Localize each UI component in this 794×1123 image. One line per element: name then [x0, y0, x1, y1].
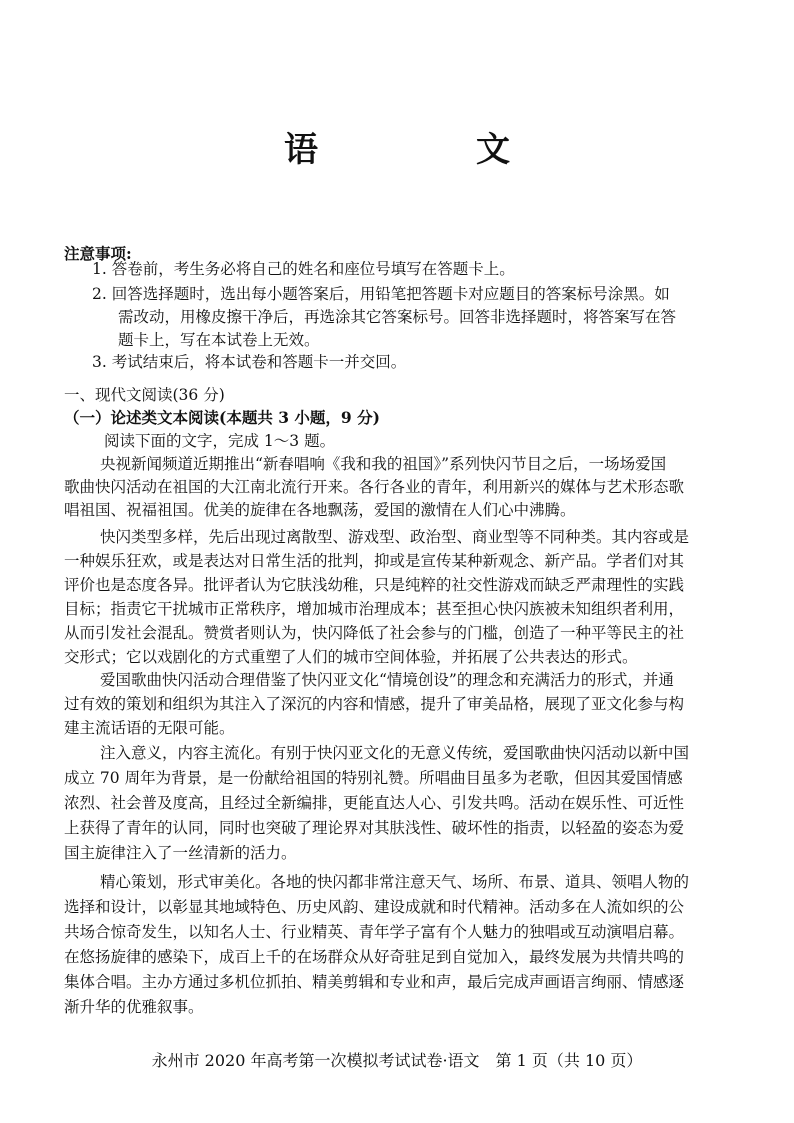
section-instruction: 阅读下面的文字，完成 1～3 题。 — [104, 432, 336, 450]
passage-line: 注入意义，内容主流化。有别于快闪亚文化的无意义传统，爱国歌曲快闪活动以新中国 — [100, 744, 690, 762]
notice-item: 3. 考试结束后，将本试卷和答题卡一并交回。 — [92, 353, 407, 371]
passage-line: 爱国歌曲快闪活动合理借鉴了快闪亚文化“情境创设”的理念和充满活力的形式，并通 — [100, 671, 674, 689]
passage-line: 共场合惊奇发生，以知名人士、行业精英、青年学子富有个人魅力的独唱或互动演唱启幕。 — [64, 923, 685, 941]
passage-line: 央视新闻频道近期推出“新春唱响《我和我的祖国》”系列快闪节目之后，一场场爱国 — [100, 455, 667, 473]
passage-line: 从而引发社会混乱。赞赏者则认为，快闪降低了社会参与的门槛，创造了一种平等民主的社 — [64, 624, 685, 642]
passage-line: 精心策划，形式审美化。各地的快闪都非常注意天气、场所、布景、道具、领唱人物的 — [100, 873, 690, 891]
page-footer: 永州市 2020 年高考第一次模拟考试试卷·语文 第 1 页（共 10 页） — [151, 1051, 643, 1070]
notice-item: 题卡上，写在本试卷上无效。 — [118, 331, 320, 349]
passage-line: 歌曲快闪活动在祖国的大江南北流行开来。各行各业的青年，利用新兴的媒体与艺术形态歌 — [64, 478, 685, 496]
passage-line: 集体合唱。主办方通过多机位抓拍、精美剪辑和专业和声，最后完成声画语言绚丽、情感逐 — [64, 973, 685, 991]
passage-line: 国主旋律注入了一丝清新的活力。 — [64, 844, 297, 862]
passage-line: 选择和设计，以彰显其地域特色、历史风韵、建设成就和时代精神。活动多在人流如织的公 — [64, 898, 685, 916]
passage-line: 一种娱乐狂欢，或是表达对日常生活的批判，抑或是宣传某种新观念、新产品。学者们对其 — [64, 552, 685, 570]
page-title: 语 文 — [284, 130, 572, 170]
notice-item: 需改动，用橡皮擦干净后，再选涂其它答案标号。回答非选择题时，将答案写在答 — [118, 308, 677, 326]
passage-line: 唱祖国、祝福祖国。优美的旋律在各地飘荡，爱国的激情在人们心中沸腾。 — [64, 501, 576, 519]
passage-line: 渐升华的优雅叙事。 — [64, 998, 204, 1016]
notice-item: 2. 回答选择题时，选出每小题答案后，用铅笔把答题卡对应题目的答案标号涂黑。如 — [92, 285, 670, 303]
passage-line: 目标；指责它干扰城市正常秩序，增加城市治理成本；甚至担心快闪族被未知组织者利用， — [64, 600, 685, 618]
notice-item: 1. 答卷前，考生务必将自己的姓名和座位号填写在答题卡上。 — [92, 260, 515, 278]
section-heading: 一、现代文阅读(36 分) — [64, 386, 225, 404]
passage-line: 成立 70 周年为背景，是一份献给祖国的特别礼赞。所唱曲目虽多为老歌，但因其爱国情感 — [64, 769, 683, 787]
passage-line: 过有效的策划和组织为其注入了深沉的内容和情感，提升了审美品格，展现了亚文化参与构 — [64, 695, 685, 713]
passage-line: 浓烈、社会普及度高，且经过全新编排，更能直达人心、引发共鸣。活动在娱乐性、可近性 — [64, 794, 685, 812]
passage-line: 交形式；它以戏剧化的方式重塑了人们的城市空间体验，并拓展了公共表达的形式。 — [64, 648, 638, 666]
passage-line: 快闪类型多样，先后出现过离散型、游戏型、政治型、商业型等不同种类。其内容或是 — [100, 528, 690, 546]
passage-line: 在悠扬旋律的感染下，成百上千的在场群众从好奇驻足到自觉加入，最终发展为共情共鸣的 — [64, 948, 685, 966]
section-subheading: （一）论述类文本阅读(本题共 3 小题，9 分) — [64, 408, 380, 427]
passage-line: 建主流话语的无限可能。 — [64, 719, 235, 737]
passage-line: 评价也是态度各异。批评者认为它肤浅幼稚，只是纯粹的社交性游戏而缺乏严肃理性的实践 — [64, 576, 685, 594]
passage-line: 上获得了青年的认同，同时也突破了理论界对其肤浅性、破坏性的指责，以轻盈的姿态为爱 — [64, 819, 685, 837]
notice-heading: 注意事项: — [64, 244, 132, 263]
